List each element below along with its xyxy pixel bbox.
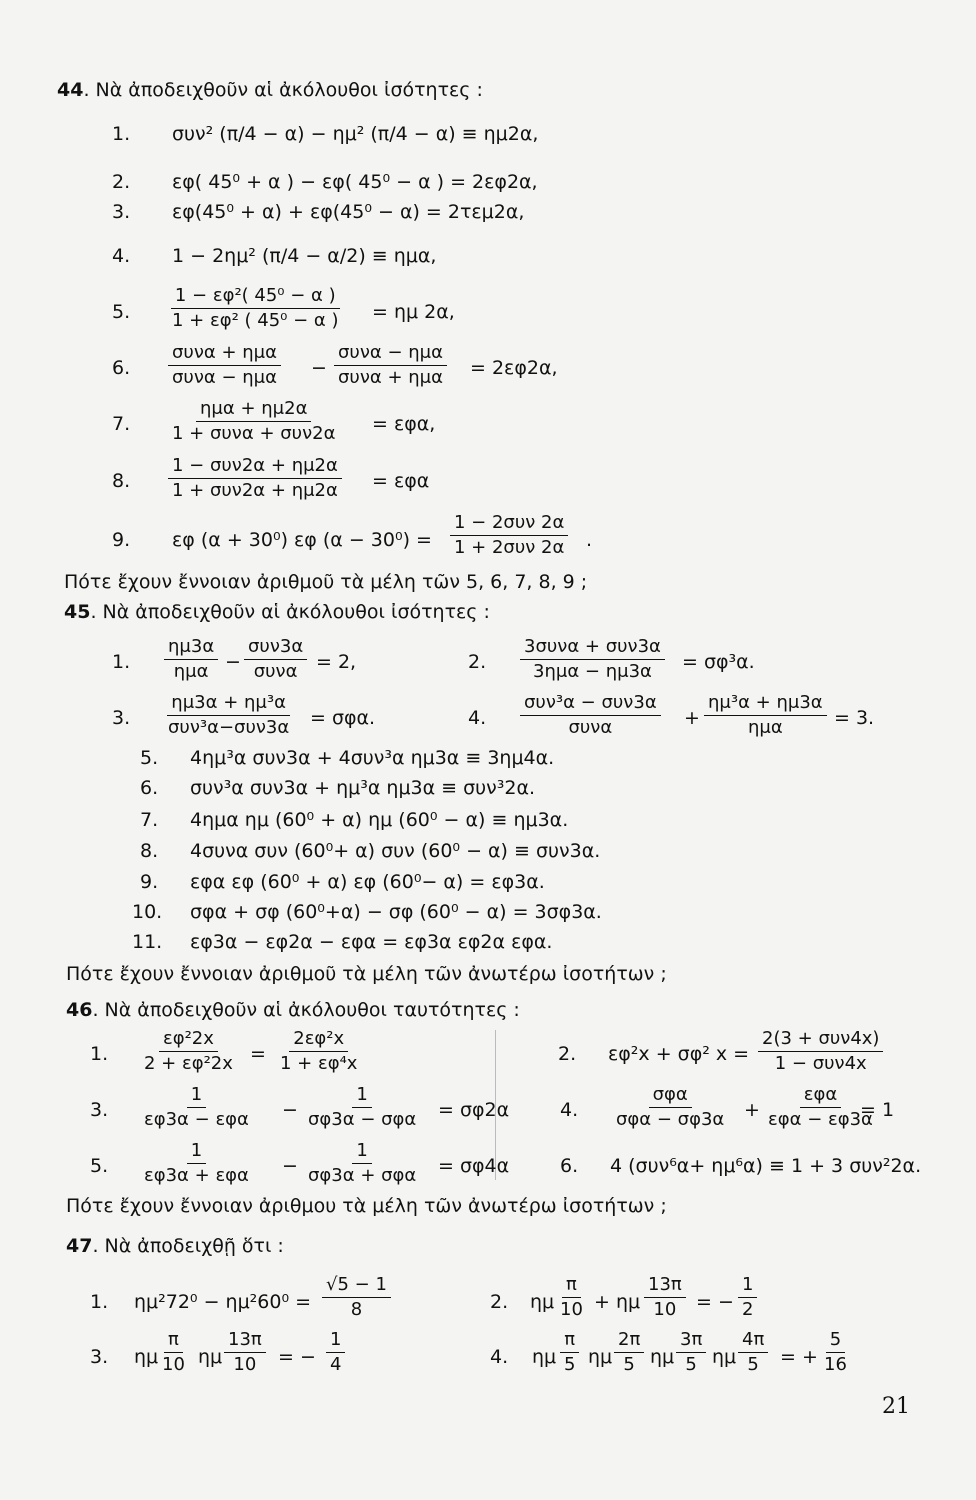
fraction: $\frac{√5 - 1}{8}$ bbox=[322, 1274, 391, 1321]
equation-rhs: = + bbox=[780, 1346, 818, 1368]
fraction: συνα − ημα συνα + ημα bbox=[334, 342, 447, 389]
equation-rhs: = 1 bbox=[860, 1099, 895, 1121]
equation: εφ(45⁰ + α) + εφ(45⁰ − α) = 2τεμ2α, bbox=[172, 201, 525, 223]
fraction: 3συνα + συν3α 3ημα − ημ3α bbox=[520, 636, 665, 683]
operator: + bbox=[744, 1099, 760, 1121]
item-number: 3. bbox=[90, 1099, 109, 1121]
fraction: ημ3α ημα bbox=[164, 636, 218, 683]
fraction: σφα σφα − σφ3α bbox=[616, 1084, 725, 1130]
section-number: 45 bbox=[64, 601, 91, 623]
fraction: 1 εφ3α − εφα bbox=[144, 1084, 249, 1130]
fraction: 2(3 + συν4x) 1 − συν4x bbox=[758, 1028, 883, 1075]
fraction: εφα εφα − εφ3α bbox=[768, 1084, 873, 1130]
fraction: 1 − συν2α + ημ2α 1 + συν2α + ημ2α bbox=[168, 455, 342, 502]
section-number: 47 bbox=[66, 1235, 93, 1257]
fraction: 1 σφ3α − σφα bbox=[308, 1084, 417, 1130]
fraction: ημ3α + ημ³α συν³α−συν3α bbox=[168, 692, 290, 738]
item-number: 8. bbox=[112, 470, 131, 492]
fraction: 1 − 2συν 2α 1 + 2συν 2α bbox=[450, 512, 568, 559]
function-label: ημ bbox=[532, 1346, 557, 1368]
question: Πότε ἔχουν ἔννοιαν ἀριθμοῦ τὰ μέλη τῶν 5, 6, 7, 8, 9 ; bbox=[64, 571, 588, 593]
item-number: 9. bbox=[112, 529, 131, 551]
item-number: 9. bbox=[140, 871, 159, 893]
item-number: 2. bbox=[112, 171, 131, 193]
fraction: συν³α − συν3α συνα bbox=[520, 692, 661, 739]
item-number: 3. bbox=[112, 707, 131, 729]
item-number: 2. bbox=[558, 1043, 577, 1065]
item-number: 6. bbox=[560, 1155, 579, 1177]
equation-rhs: = σφα. bbox=[310, 707, 376, 729]
item-number: 3. bbox=[90, 1346, 109, 1368]
equation-rhs: = σφ³α. bbox=[682, 651, 755, 673]
item-number: 1. bbox=[90, 1043, 109, 1065]
equation-rhs: = − bbox=[696, 1291, 734, 1313]
item-number: 1. bbox=[112, 651, 131, 673]
fraction: ημ³α + ημ3α ημα bbox=[704, 692, 827, 739]
equation: 4 (συν⁶α+ ημ⁶α) ≡ 1 + 3 συν²2α. bbox=[610, 1155, 922, 1177]
fraction: συνα + ημα συνα − ημα bbox=[168, 342, 281, 389]
fraction: $\frac{\text{2εφ²x}}{\text{1 + εφ⁴x}}$ bbox=[280, 1028, 358, 1074]
item-number: 2. bbox=[490, 1291, 509, 1313]
equation: 4ημα ημ (60⁰ + α) ημ (60⁰ − α) ≡ ημ3α. bbox=[190, 809, 569, 831]
section-46-heading: 46. Νὰ ἀποδειχθοῦν αἱ ἀκόλουθοι ταυτότητες : bbox=[66, 999, 520, 1021]
function-label: ημ bbox=[134, 1346, 159, 1368]
equation-rhs: = 2εφ2α, bbox=[470, 357, 558, 379]
equation-lhs: ημ²72⁰ − ημ²60⁰ = bbox=[134, 1291, 312, 1313]
equation: συν² (π/4 − α) − ημ² (π/4 − α) ≡ ημ2α, bbox=[172, 123, 539, 145]
fraction: $\frac{\pi}{5}$ bbox=[560, 1329, 579, 1376]
equation: 1 − 2ημ² (π/4 − α/2) ≡ ημα, bbox=[172, 245, 437, 267]
equation-rhs: = εφα bbox=[372, 470, 430, 492]
function-label: + ημ bbox=[594, 1291, 641, 1313]
fraction: $\frac{2\pi}{5}$ bbox=[614, 1329, 644, 1376]
item-number: 4. bbox=[490, 1346, 509, 1368]
function-label: ημ bbox=[198, 1346, 223, 1368]
punctuation: . bbox=[586, 529, 593, 551]
fraction: 1 σφ3α + σφα bbox=[308, 1140, 417, 1186]
item-number: 5. bbox=[140, 747, 159, 769]
operator: − bbox=[282, 1155, 298, 1177]
item-number: 1. bbox=[112, 123, 131, 145]
function-label: ημ bbox=[530, 1291, 555, 1313]
item-number: 4. bbox=[112, 245, 131, 267]
item-number: 8. bbox=[140, 840, 159, 862]
function-label: ημ bbox=[588, 1346, 613, 1368]
item-number: 4. bbox=[468, 707, 487, 729]
item-number: 7. bbox=[112, 413, 131, 435]
question: Πότε ἔχουν ἔννοιαν ἀριθμου τὰ μέλη τῶν ἀνωτέρω ἰσοτήτων ; bbox=[66, 1195, 667, 1217]
section-number: 44 bbox=[57, 79, 84, 101]
equation: σφα + σφ (60⁰+α) − σφ (60⁰ − α) = 3σφ3α. bbox=[190, 901, 602, 923]
item-number: 7. bbox=[140, 809, 159, 831]
equation-rhs: = 3. bbox=[834, 707, 875, 729]
equation-rhs: = ημ 2α, bbox=[372, 301, 455, 323]
item-number: 3. bbox=[112, 201, 131, 223]
fraction: $\frac{3\pi}{5}$ bbox=[676, 1329, 706, 1376]
fraction: $\frac{13\pi}{10}$ bbox=[644, 1274, 686, 1321]
fraction: ημα + ημ2α 1 + συνα + συν2α bbox=[172, 398, 336, 444]
equation-rhs: = εφα, bbox=[372, 413, 436, 435]
item-number: 1. bbox=[90, 1291, 109, 1313]
equation-lhs: εφ²x + σφ² x = bbox=[608, 1043, 750, 1065]
equation: εφ( 45⁰ + α ) − εφ( 45⁰ − α ) = 2εφ2α, bbox=[172, 171, 538, 193]
equation: εφα εφ (60⁰ + α) εφ (60⁰− α) = εφ3α. bbox=[190, 871, 545, 893]
operator: + bbox=[684, 707, 700, 729]
function-label: ημ bbox=[712, 1346, 737, 1368]
fraction: $\frac{\text{εφ²2x}}{\text{2 + εφ²2x}}$ bbox=[144, 1028, 233, 1074]
operator: − bbox=[311, 357, 327, 379]
equation-lhs: εφ (α + 30⁰) εφ (α − 30⁰) = bbox=[172, 529, 432, 551]
equation: 4συνα συν (60⁰+ α) συν (60⁰ − α) ≡ συν3α. bbox=[190, 840, 601, 862]
section-45-heading: 45. Νὰ ἀποδειχθοῦν αἱ ἀκόλουθοι ἰσότητες : bbox=[64, 601, 490, 623]
fraction: $\frac{1}{2}$ bbox=[738, 1274, 757, 1321]
question: Πότε ἔχουν ἔννοιαν ἀριθμοῦ τὰ μέλη τῶν ἀνωτέρω ἰσοτήτων ; bbox=[66, 963, 667, 985]
fraction: $\frac{\pi}{10}$ bbox=[162, 1329, 185, 1375]
item-number: 6. bbox=[140, 777, 159, 799]
item-number: 4. bbox=[560, 1099, 579, 1121]
equation: συν³α συν3α + ημ³α ημ3α ≡ συν³2α. bbox=[190, 777, 536, 799]
equation-rhs: = σφ2α bbox=[438, 1099, 510, 1121]
fraction: συν3α συνα bbox=[244, 636, 307, 683]
fraction: 1 εφ3α + εφα bbox=[144, 1140, 249, 1186]
item-number: 11. bbox=[132, 931, 163, 953]
page-number: 21 bbox=[882, 1394, 910, 1419]
equation-rhs: = − bbox=[278, 1346, 316, 1368]
section-47-heading: 47. Νὰ ἀποδειχθῇ ὅτι : bbox=[66, 1235, 284, 1257]
operator: = bbox=[250, 1043, 266, 1065]
function-label: ημ bbox=[650, 1346, 675, 1368]
fraction: $\frac{5}{16}$ bbox=[824, 1329, 847, 1375]
equation: 4ημ³α συν3α + 4συν³α ημ3α ≡ 3ημ4α. bbox=[190, 747, 555, 769]
equation-rhs: = 2, bbox=[316, 651, 357, 673]
operator: − bbox=[282, 1099, 298, 1121]
equation: εφ3α − εφ2α − εφα = εφ3α εφ2α εφα. bbox=[190, 931, 553, 953]
item-number: 6. bbox=[112, 357, 131, 379]
fraction: $\frac{1}{4}$ bbox=[326, 1329, 345, 1376]
item-number: 5. bbox=[112, 301, 131, 323]
section-44-heading: 44. Νὰ ἀποδειχθοῦν αἱ ἀκόλουθοι ἰσότητες : bbox=[57, 79, 483, 101]
fraction: $\frac{4\pi}{5}$ bbox=[738, 1329, 768, 1376]
section-number: 46 bbox=[66, 999, 93, 1021]
item-number: 5. bbox=[90, 1155, 109, 1177]
item-number: 2. bbox=[468, 651, 487, 673]
equation-rhs: = σφ4α bbox=[438, 1155, 510, 1177]
item-number: 10. bbox=[132, 901, 163, 923]
fraction: $\frac{13\pi}{10}$ bbox=[224, 1329, 266, 1376]
operator: − bbox=[225, 651, 241, 673]
fraction: $\frac{\text{1 − εφ²( 45⁰ − α )}}{\text{1 + εφ² ( 45⁰ − α )}}$ bbox=[172, 285, 339, 331]
fraction: $\frac{\pi}{10}$ bbox=[560, 1274, 583, 1320]
